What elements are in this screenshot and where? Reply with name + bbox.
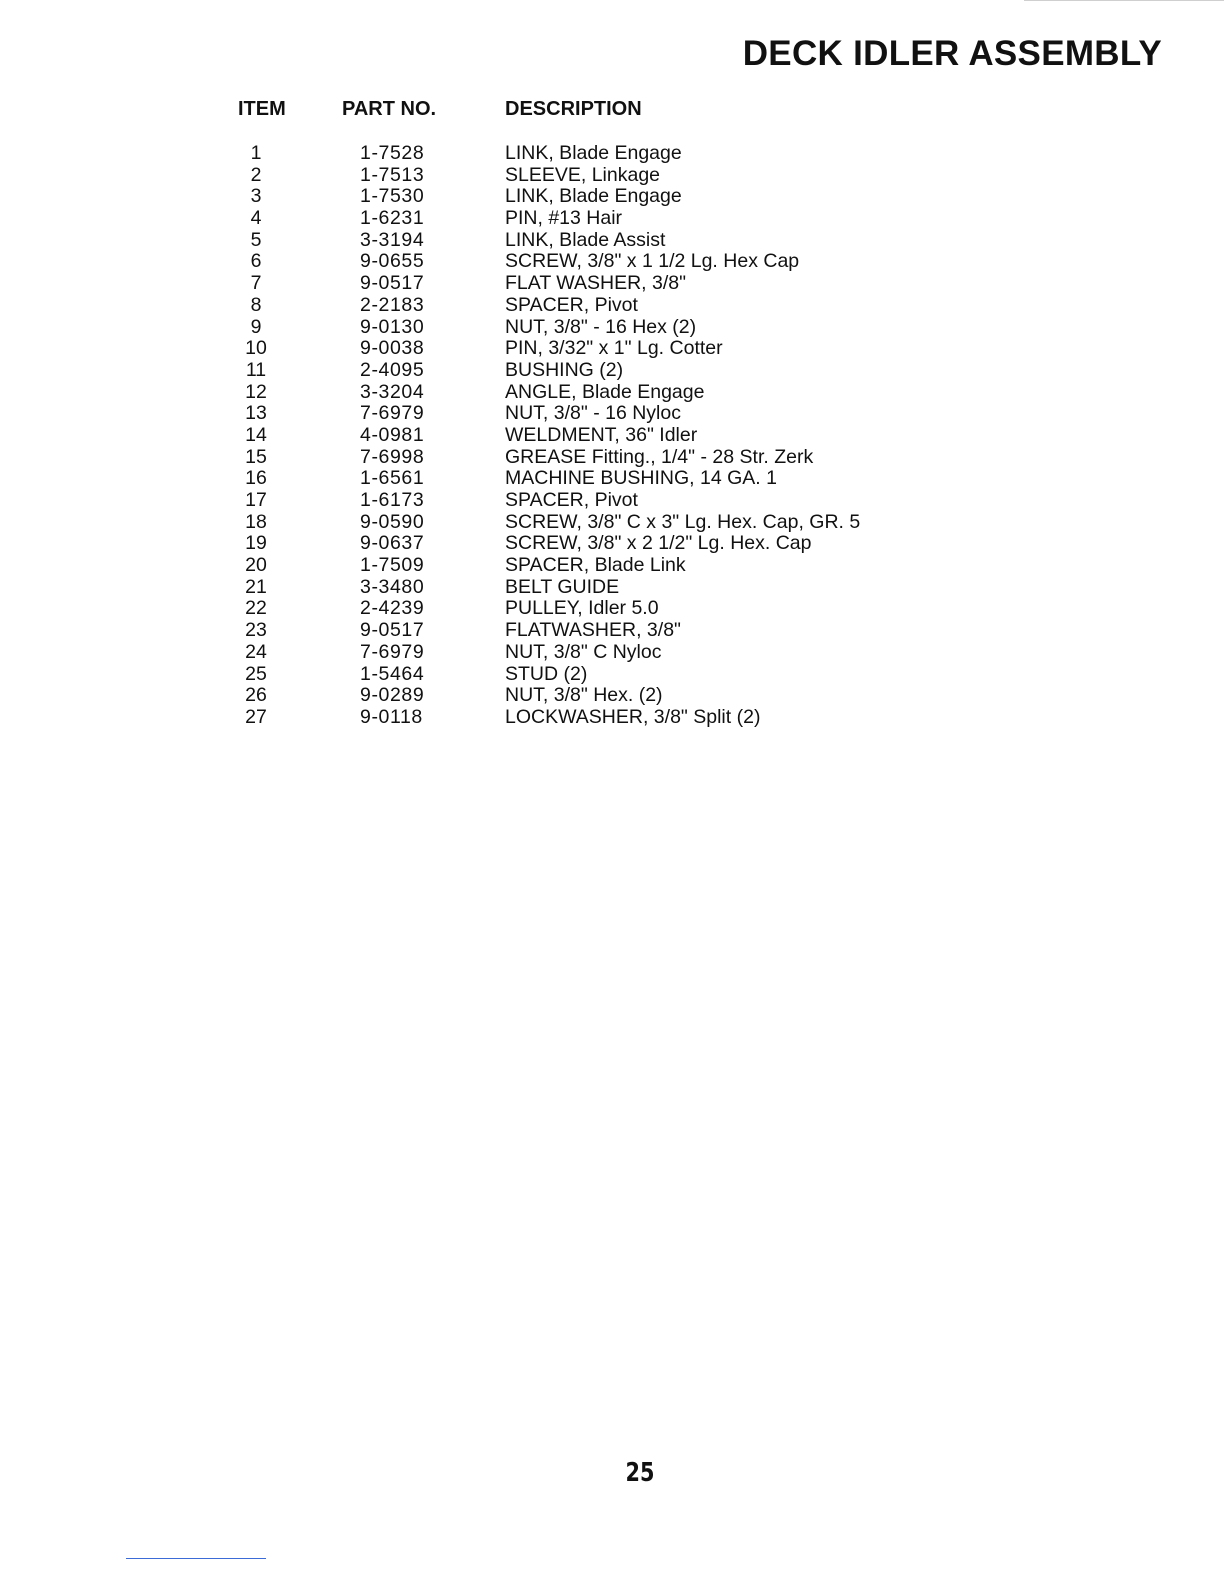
description-cell: SPACER, Pivot [505, 489, 638, 511]
item-cell: 14 [245, 423, 267, 446]
table-row [0, 620, 1224, 642]
description-cell: NUT, 3/8" - 16 Hex (2) [505, 315, 697, 338]
description-cell: LINK, Blade Engage [505, 185, 682, 208]
description-cell: SCREW, 3/8" C x 3" Lg. Hex. Cap, GR. 5 [505, 510, 861, 533]
item-cell: 16 [245, 467, 267, 490]
item-cell: 20 [245, 554, 267, 577]
item-cell: 9 [250, 315, 262, 338]
part-number-cell: 9-0655 [360, 250, 425, 273]
description-cell: SPACER, Pivot [505, 293, 638, 316]
description-cell: SLEEVE, Linkage [505, 163, 661, 186]
description-cell: MACHINE BUSHING, 14 GA. 1 [505, 467, 777, 490]
item-cell: 11 [245, 358, 267, 381]
description-cell: WELDMENT, 36" Idler [505, 423, 698, 446]
part-number-cell: 9-0517 [360, 619, 425, 642]
table-row [0, 208, 1224, 230]
description-cell: NUT, 3/8" Hex. (2) [505, 684, 663, 707]
item-cell: 27 [245, 705, 267, 728]
top-edge-rule [1024, 0, 1224, 1]
part-number-cell: 1-7509 [360, 554, 425, 577]
part-number-cell: 7-6998 [360, 445, 425, 468]
item-cell: 5 [250, 228, 262, 251]
table-row [0, 143, 1224, 165]
part-number-cell: 9-0038 [360, 337, 425, 360]
table-row [0, 295, 1224, 317]
bottom-edge-rule [126, 1558, 266, 1559]
item-cell: 22 [245, 597, 267, 620]
part-number-cell: 1-6173 [360, 489, 425, 511]
description-cell: PULLEY, Idler 5.0 [505, 597, 659, 620]
item-cell: 24 [245, 640, 267, 663]
table-row [0, 685, 1224, 707]
table-row [0, 338, 1224, 360]
description-cell: BELT GUIDE [505, 575, 620, 598]
page-title: DECK IDLER ASSEMBLY [742, 34, 1162, 73]
description-cell: STUD (2) [505, 662, 588, 685]
table-header-row [0, 98, 1224, 124]
description-cell: SPACER, Blade Link [505, 554, 686, 577]
table-row [0, 230, 1224, 252]
table-row [0, 165, 1224, 187]
column-header-description: DESCRIPTION [505, 98, 642, 120]
item-cell: 6 [250, 250, 262, 273]
table-row [0, 403, 1224, 425]
part-number-cell: 9-0517 [360, 272, 425, 295]
description-cell: SCREW, 3/8" x 1 1/2 Lg. Hex Cap [505, 250, 800, 273]
table-row [0, 664, 1224, 686]
description-cell: SCREW, 3/8" x 2 1/2" Lg. Hex. Cap [505, 532, 812, 555]
description-cell: LINK, Blade Engage [505, 142, 682, 164]
item-cell: 2 [250, 163, 262, 186]
description-cell: GREASE Fitting., 1/4" - 28 Str. Zerk [505, 445, 814, 468]
item-cell: 13 [245, 402, 267, 425]
table-row [0, 598, 1224, 620]
table-row [0, 533, 1224, 555]
description-cell: PIN, #13 Hair [505, 207, 623, 230]
item-cell: 1 [250, 142, 262, 164]
item-cell: 26 [245, 684, 267, 707]
part-number-cell: 3-3480 [360, 575, 425, 598]
table-row [0, 512, 1224, 534]
description-cell: LINK, Blade Assist [505, 228, 666, 251]
description-cell: FLATWASHER, 3/8" [505, 619, 681, 642]
item-cell: 19 [245, 532, 267, 555]
part-number-cell: 9-0130 [360, 315, 425, 338]
description-cell: NUT, 3/8" - 16 Nyloc [505, 402, 681, 425]
table-row [0, 577, 1224, 599]
item-cell: 18 [245, 510, 267, 533]
part-number-cell: 2-4095 [360, 358, 425, 381]
page-number: 25 [625, 1458, 655, 1488]
part-number-cell: 1-7530 [360, 185, 425, 208]
part-number-cell: 9-0118 [360, 705, 423, 728]
table-row [0, 707, 1224, 729]
part-number-cell: 2-4239 [360, 597, 425, 620]
table-row [0, 273, 1224, 295]
table-row [0, 490, 1224, 512]
parts-table-body [0, 143, 1224, 729]
table-row [0, 360, 1224, 382]
part-number-cell: 9-0289 [360, 684, 425, 707]
description-cell: NUT, 3/8" C Nyloc [505, 640, 662, 663]
column-header-item: ITEM [238, 98, 286, 120]
description-cell: ANGLE, Blade Engage [505, 380, 705, 403]
table-row [0, 642, 1224, 664]
table-row [0, 447, 1224, 469]
part-number-cell: 1-5464 [360, 662, 425, 685]
item-cell: 8 [250, 293, 262, 316]
part-number-cell: 2-2183 [360, 293, 425, 316]
item-cell: 3 [250, 185, 262, 208]
table-row [0, 425, 1224, 447]
part-number-cell: 1-6561 [360, 467, 425, 490]
table-row [0, 186, 1224, 208]
part-number-cell: 7-6979 [360, 640, 425, 663]
part-number-cell: 1-7528 [360, 142, 425, 164]
part-number-cell: 9-0590 [360, 510, 425, 533]
item-cell: 21 [245, 575, 267, 598]
table-row [0, 382, 1224, 404]
item-cell: 15 [245, 445, 267, 468]
description-cell: FLAT WASHER, 3/8" [505, 272, 687, 295]
part-number-cell: 7-6979 [360, 402, 425, 425]
item-cell: 23 [245, 619, 267, 642]
column-header-part-no: PART NO. [342, 98, 437, 120]
part-number-cell: 3-3194 [360, 228, 425, 251]
part-number-cell: 1-6231 [360, 207, 425, 230]
description-cell: PIN, 3/32" x 1" Lg. Cotter [505, 337, 723, 360]
table-row [0, 555, 1224, 577]
item-cell: 25 [245, 662, 267, 685]
table-row [0, 317, 1224, 339]
description-cell: BUSHING (2) [505, 358, 624, 381]
part-number-cell: 4-0981 [360, 423, 425, 446]
item-cell: 4 [250, 207, 262, 230]
item-cell: 12 [245, 380, 267, 403]
part-number-cell: 9-0637 [360, 532, 425, 555]
item-cell: 17 [245, 489, 267, 511]
item-cell: 10 [245, 337, 267, 360]
part-number-cell: 3-3204 [360, 380, 425, 403]
table-row [0, 251, 1224, 273]
table-row [0, 468, 1224, 490]
item-cell: 7 [250, 272, 262, 295]
description-cell: LOCKWASHER, 3/8" Split (2) [505, 705, 761, 728]
part-number-cell: 1-7513 [360, 163, 425, 186]
